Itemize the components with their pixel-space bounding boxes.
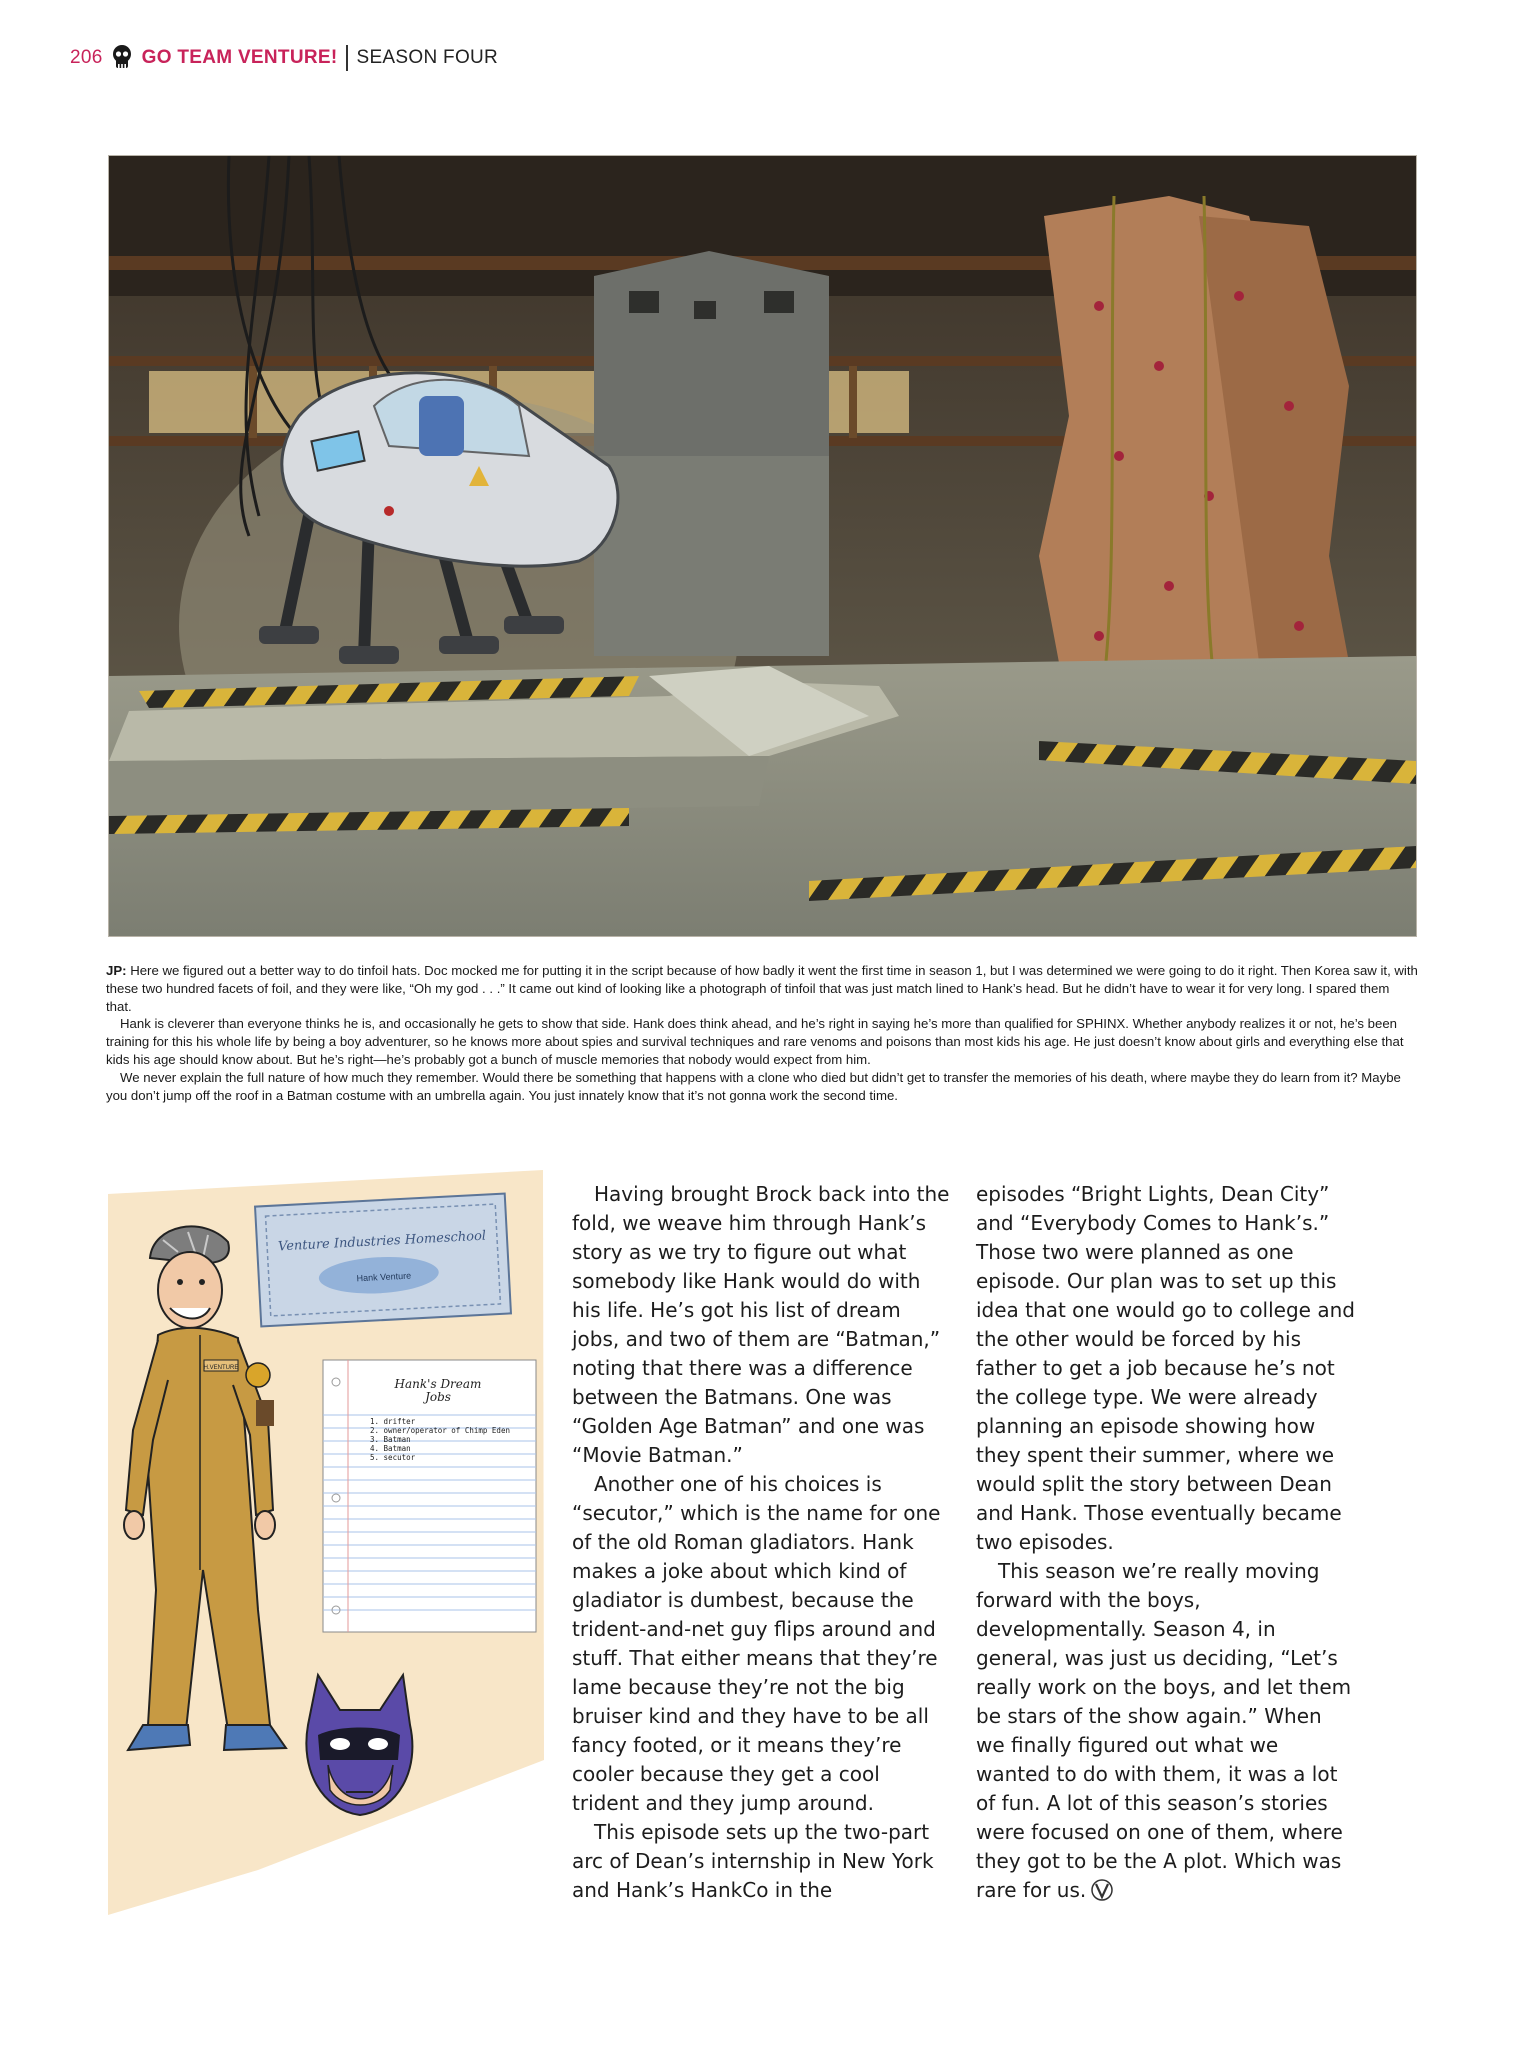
skull-icon [111, 44, 133, 72]
caption-paragraph-3: We never explain the full nature of how much they remember. Would there be something that happens with a clone who died but didn’t get to transfer the memories of his death, where maybe they do learn from it? Maybe you don’t jump off the roof in a Batman costume with an umbrella again. You just innately know that it’s not gonna work the second time. [106, 1069, 1401, 1103]
running-header [70, 42, 498, 74]
list-item: 5. secutor [370, 1453, 416, 1462]
body-column-1 [572, 1180, 952, 1905]
caption-paragraph-2: Hank is cleverer than everyone thinks he is, and occasionally he gets to show that side. Hank does think ahead, and he’s right in saying he’s more than qualified for SPHINX. Whether anybody realizes it or not, he’s been training for this his whole life by being a boy adventurer, so he knows more about spies and survival techniques and rare venoms and poisons than most kids his age. He just doesn’t know about girls and everything else that kids his age should know about. But he’s right—he’s probably got a bunch of muscle memories that nobody would expect from him. [106, 1016, 1404, 1067]
hangar-background-painting [108, 155, 1417, 937]
list-item: 3. Batman [370, 1435, 411, 1444]
caption-speaker: JP: [106, 963, 127, 978]
section-title: SEASON FOUR [356, 47, 499, 68]
list-title-line-2: Jobs [425, 1390, 451, 1404]
hank-character-artwork [108, 1170, 544, 1915]
diploma-title: Venture Industries Homeschool [277, 1228, 487, 1255]
homeschool-diploma [255, 1194, 511, 1327]
diploma-name: Hank Venture [356, 1270, 412, 1284]
list-item: 2. owner/operator of Chimp Eden [370, 1426, 510, 1435]
header-divider [346, 45, 348, 71]
body-paragraph: Another one of his choices is “secutor,” which is the name for one of the old Roman gladiators. Hank makes a joke about which kind of gladiator is dumbest, because the trident-and-net guy flips around and stuff. That either means that they’re lame because they’re not the big bruiser kind and they have to be all fancy footed, or it means they’re cooler because they get a cool trident and they jump around. [572, 1472, 941, 1815]
image-caption [106, 962, 1418, 1104]
name-tag: H.VENTURE [203, 1365, 239, 1371]
body-paragraph: Having brought Brock back into the fold, we weave him through Hank’s story as we try to figure out what somebody like Hank would do with his life. He’s got his list of dream jobs, and two of them are “Batman,” noting that there was a difference between the Batmans. One was “Golden Age Batman” and one was “Movie Batman.” [572, 1182, 950, 1467]
series-title: GO TEAM VENTURE! [141, 47, 338, 68]
body-paragraph: This episode sets up the two-part arc of Dean’s internship in New York and Hank’s HankCo in the [572, 1820, 934, 1902]
list-item: 4. Batman [370, 1444, 411, 1453]
venture-v-logo-icon [1090, 1879, 1114, 1901]
caption-paragraph-1: JP: Here we figured out a better way to do tinfoil hats. Doc mocked me for putting it in the script because of how badly it went the first time in season 1, but I was determined we were going to do it right. Then Korea saw it, with these two hundred facets of foil, and they were like, “Oh my god . . .” It came out kind of looking like a photograph of tinfoil that was just match lined to Hank’s head. But he didn’t have to wear it for very long. I spared them that. [106, 963, 1418, 1014]
body-paragraph-continued: episodes “Bright Lights, Dean City” and “Everybody Comes to Hank’s.” Those two were planned as one episode. Our plan was to set up this idea that one would go to college and the other would be forced by his father to get a job because he’s not the college type. We were already planning an episode showing how they spent their summer, where we would split the story between Dean and Hank. Those eventually became two episodes. [976, 1182, 1355, 1554]
list-title-line-1: Hank's Dream [394, 1377, 482, 1391]
body-paragraph-final: This season we’re really moving forward with the boys, developmentally. Season 4, in general, was just us deciding, “Let’s really work on the boys, and let them be stars of the show again.” When we finally figured out what we wanted to do with them, it was a lot of fun. A lot of this season’s stories were focused on one of them, where they got to be the A plot. Which was rare for us. [976, 1559, 1352, 1902]
dream-jobs-list [323, 1360, 536, 1632]
list-item: 1. drifter [370, 1417, 416, 1426]
body-column-2 [976, 1180, 1356, 1905]
page-number: 206 [70, 47, 103, 68]
